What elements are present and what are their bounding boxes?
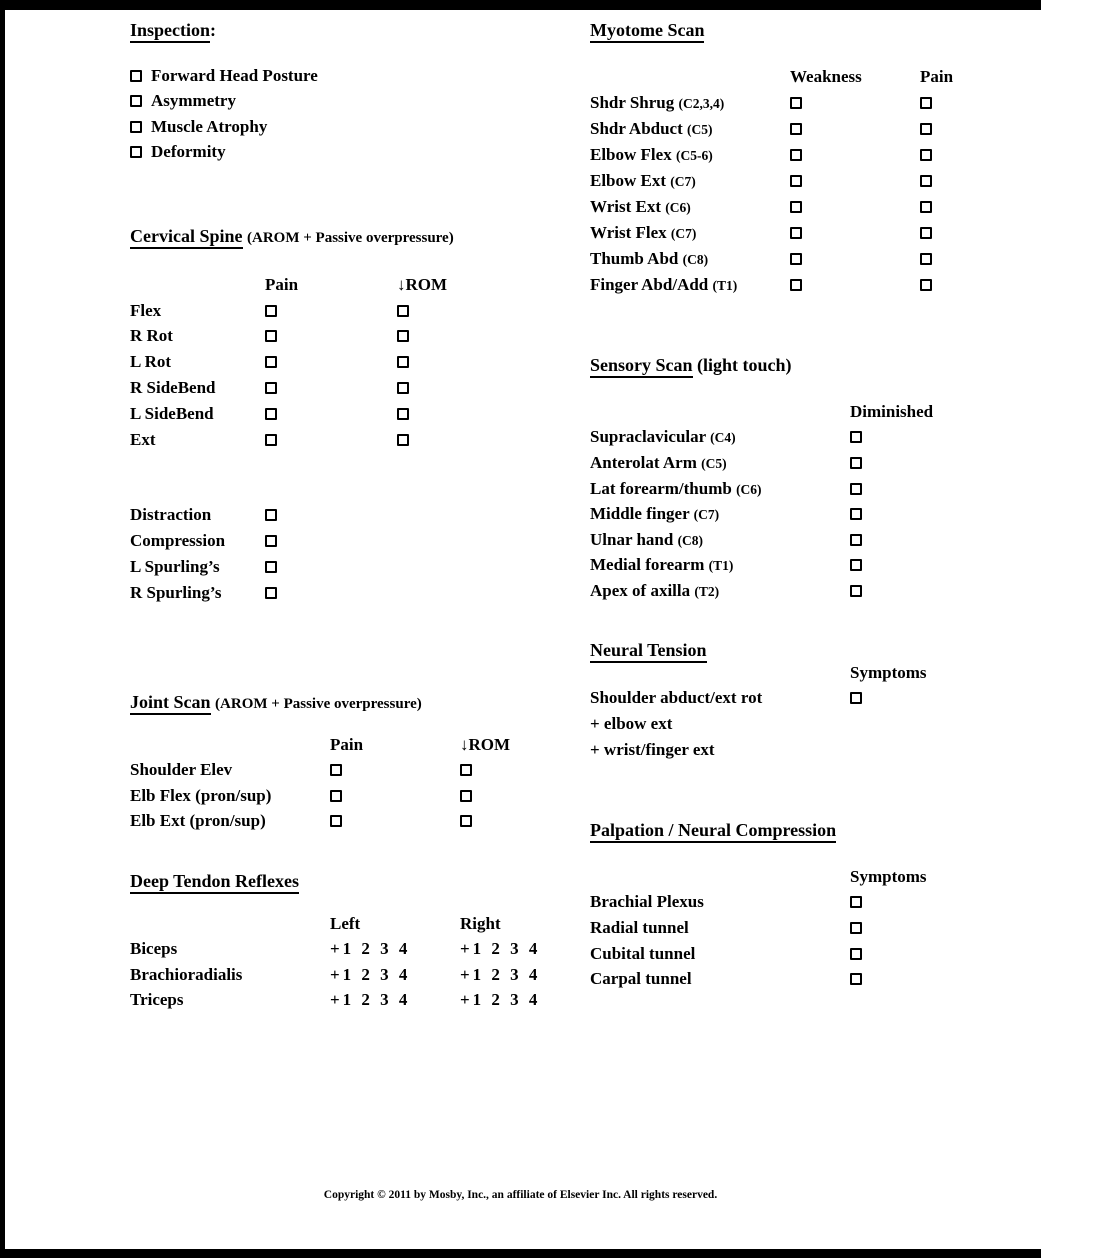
nerve-level-label: (C8)	[677, 532, 704, 548]
table-row	[590, 194, 953, 220]
section-title-suffix: :	[210, 20, 217, 40]
checkbox[interactable]	[920, 97, 932, 109]
cervical-spine-table	[130, 272, 447, 453]
column-header: Right	[460, 913, 501, 933]
nerve-level-label: (C5-6)	[675, 148, 713, 163]
checkbox[interactable]	[790, 175, 802, 187]
checkbox[interactable]	[460, 815, 472, 827]
column-header: ↓ROM	[460, 734, 511, 754]
table-row	[590, 272, 953, 298]
checkbox[interactable]	[130, 95, 142, 107]
table-row	[130, 988, 540, 1014]
table-row	[130, 324, 447, 350]
checkbox[interactable]	[265, 434, 277, 446]
table-row	[590, 476, 933, 502]
continuation-row	[590, 737, 927, 763]
checkbox[interactable]	[850, 534, 862, 546]
section-title-text: Myotome Scan	[590, 20, 704, 43]
nerve-level-label: (C5)	[687, 122, 713, 137]
checkbox[interactable]	[920, 227, 932, 239]
checkbox[interactable]	[397, 305, 409, 317]
checkbox[interactable]	[397, 434, 409, 446]
section-title-text: Inspection	[130, 20, 210, 43]
column-header: Symptoms	[850, 866, 927, 886]
row-label: Shdr Shrug (C2,3,4)	[590, 93, 725, 112]
table-row	[130, 298, 447, 324]
checkbox[interactable]	[130, 70, 142, 82]
checkbox[interactable]	[920, 253, 932, 265]
nerve-level-label: (C6)	[665, 200, 691, 215]
section-subtitle: (AROM + Passive overpressure)	[247, 230, 454, 246]
row-label: Shoulder Elev	[130, 760, 233, 780]
checkbox[interactable]	[460, 790, 472, 802]
row-label: Medial forearm (T1)	[590, 555, 734, 575]
row-label: Elb Flex (pron/sup)	[130, 785, 272, 805]
row-label: Deformity	[151, 142, 226, 162]
checkbox[interactable]	[265, 330, 277, 342]
table-row	[590, 686, 927, 712]
checkbox[interactable]	[790, 123, 802, 135]
table-header-row	[590, 660, 927, 686]
table-row	[590, 90, 953, 116]
table-row	[590, 425, 933, 451]
nerve-level-label: (T2)	[694, 583, 720, 599]
row-label: L Spurling’s	[130, 557, 220, 576]
table-row	[590, 168, 953, 194]
checkbox[interactable]	[850, 508, 862, 520]
checkbox[interactable]	[850, 922, 862, 934]
checkbox[interactable]	[850, 585, 862, 597]
table-row	[590, 220, 953, 246]
table-row	[590, 116, 953, 142]
table-header-row	[130, 732, 510, 758]
checkbox[interactable]	[330, 764, 342, 776]
checkbox[interactable]	[790, 149, 802, 161]
row-label: L Rot	[130, 352, 172, 372]
table-row	[590, 246, 953, 272]
checkbox[interactable]	[850, 973, 862, 985]
section-title-text: Palpation / Neural Compression	[590, 820, 836, 843]
section-title-sensory-scan	[590, 355, 792, 376]
table-header-row	[590, 864, 927, 890]
scan-edge-bottom	[0, 1249, 1041, 1258]
nerve-level-label: (C7)	[693, 507, 720, 523]
joint-scan-table	[130, 732, 510, 834]
row-label: Anterolat Arm (C5)	[590, 452, 727, 472]
list-item	[130, 117, 318, 142]
table-row	[590, 450, 933, 476]
table-row	[590, 553, 933, 579]
section-title-palpation	[590, 820, 836, 841]
table-row	[590, 890, 927, 916]
checkbox[interactable]	[265, 305, 277, 317]
neural-tension-table	[590, 660, 927, 762]
row-label: Elb Ext (pron/sup)	[130, 811, 266, 831]
cervical-special-tests	[130, 502, 277, 606]
table-row	[130, 349, 447, 375]
reflex-grade-scale: +1 2 3 4	[460, 939, 541, 959]
row-label: Ulnar hand (C8)	[590, 529, 704, 549]
reflex-grade-scale: +1 2 3 4	[330, 990, 411, 1010]
checkbox[interactable]	[265, 535, 277, 547]
section-title-text: Neural Tension	[590, 640, 707, 663]
table-row	[130, 528, 277, 554]
row-label: Forward Head Posture	[151, 66, 318, 85]
nerve-level-label: (C8)	[682, 252, 709, 267]
nerve-level-label: (C6)	[736, 481, 762, 497]
checkbox[interactable]	[850, 483, 862, 495]
checkbox[interactable]	[790, 227, 802, 239]
table-row	[590, 501, 933, 527]
table-row	[130, 427, 447, 453]
row-label: Biceps	[130, 939, 178, 959]
checkbox[interactable]	[330, 815, 342, 827]
checkbox[interactable]	[920, 175, 932, 187]
row-label: Flex	[130, 300, 162, 320]
scan-edge-left	[0, 0, 5, 1258]
section-title-text: Joint Scan	[130, 692, 211, 715]
table-header-row	[130, 272, 447, 298]
nerve-level-label: (C7)	[670, 226, 697, 241]
row-label: Wrist Flex (C7)	[590, 223, 697, 242]
row-label: R Spurling’s	[130, 583, 222, 602]
checkbox[interactable]	[850, 457, 862, 469]
sensory-scan-table	[590, 399, 933, 604]
column-header: Symptoms	[850, 662, 927, 682]
row-label: L SideBend	[130, 403, 214, 423]
table-row	[590, 941, 927, 967]
nerve-level-label: (C5)	[701, 455, 727, 471]
row-label: Brachial Plexus	[590, 892, 704, 912]
inspection-checklist	[130, 66, 318, 168]
row-label: Asymmetry	[151, 91, 236, 111]
row-label: Distraction	[130, 505, 212, 524]
reflex-grade-scale: +1 2 3 4	[460, 990, 541, 1010]
checkbox[interactable]	[850, 431, 862, 443]
checkbox[interactable]	[130, 121, 142, 133]
checkbox[interactable]	[460, 764, 472, 776]
row-label: Muscle Atrophy	[151, 116, 268, 136]
continuation-row	[590, 711, 927, 737]
row-label: R SideBend	[130, 378, 216, 398]
column-header: Pain	[920, 67, 954, 86]
checkbox[interactable]	[265, 382, 277, 394]
table-row	[130, 758, 510, 784]
section-title-myotome-scan	[590, 20, 704, 41]
reflex-grade-scale: +1 2 3 4	[330, 939, 411, 959]
checkbox[interactable]	[790, 97, 802, 109]
checkbox[interactable]	[265, 561, 277, 573]
checkbox[interactable]	[920, 201, 932, 213]
palpation-table	[590, 864, 927, 992]
row-label: Thumb Abd (C8)	[590, 249, 709, 268]
list-item	[130, 142, 318, 167]
row-label: Elbow Ext (C7)	[590, 171, 696, 190]
table-row	[130, 375, 447, 401]
row-label: Wrist Ext (C6)	[590, 197, 691, 216]
row-label: + elbow ext	[590, 713, 673, 733]
checkbox[interactable]	[790, 253, 802, 265]
checkbox[interactable]	[790, 279, 802, 291]
checkbox[interactable]	[397, 408, 409, 420]
nerve-level-label: (T1)	[708, 558, 734, 574]
table-row	[590, 966, 927, 992]
table-row	[590, 527, 933, 553]
checkbox[interactable]	[265, 408, 277, 420]
row-label: Shdr Abduct (C5)	[590, 119, 713, 138]
reflex-grade-scale: +1 2 3 4	[460, 964, 541, 984]
row-label: Apex of axilla (T2)	[590, 580, 720, 600]
nerve-level-label: (T1)	[712, 278, 738, 293]
section-subtitle: (AROM + Passive overpressure)	[215, 696, 422, 712]
checkbox[interactable]	[850, 948, 862, 960]
section-title-joint-scan	[130, 692, 422, 713]
row-label: Triceps	[130, 990, 184, 1010]
table-row	[130, 783, 510, 809]
checkbox[interactable]	[265, 587, 277, 599]
table-header-row	[590, 399, 933, 425]
column-header: Pain	[265, 274, 299, 294]
nerve-level-label: (C2,3,4)	[678, 96, 725, 111]
column-header: Pain	[330, 734, 364, 754]
nerve-level-label: (C7)	[670, 174, 696, 189]
section-subtitle: (light touch)	[697, 355, 792, 375]
row-label: R Rot	[130, 326, 173, 346]
checkbox[interactable]	[397, 356, 409, 368]
table-header-row	[590, 64, 953, 90]
table-row	[130, 554, 277, 580]
row-label: Cubital tunnel	[590, 943, 696, 963]
table-row	[130, 502, 277, 528]
column-header: ↓ROM	[397, 274, 448, 294]
row-label: Finger Abd/Add (T1)	[590, 275, 738, 294]
section-title-text: Cervical Spine	[130, 226, 243, 249]
row-label: Ext	[130, 429, 156, 449]
checkbox[interactable]	[850, 559, 862, 571]
copyright-footer: Copyright © 2011 by Mosby, Inc., an affiliate of Elsevier Inc. All rights reserved.	[323, 1189, 718, 1201]
table-row	[130, 937, 540, 963]
checkbox[interactable]	[920, 279, 932, 291]
checkbox[interactable]	[397, 330, 409, 342]
list-item	[130, 91, 318, 116]
column-header: Diminished	[850, 401, 934, 421]
section-title-text: Sensory Scan	[590, 355, 693, 378]
row-label: Supraclavicular (C4)	[590, 427, 736, 447]
row-label: Shoulder abduct/ext rot	[590, 688, 763, 708]
myotome-scan-table	[590, 64, 953, 298]
row-label: + wrist/finger ext	[590, 739, 715, 759]
checkbox[interactable]	[920, 123, 932, 135]
checkbox[interactable]	[397, 382, 409, 394]
reflex-grade-scale: +1 2 3 4	[330, 964, 411, 984]
table-row	[130, 580, 277, 606]
row-label: Middle finger (C7)	[590, 504, 720, 524]
checkbox[interactable]	[265, 356, 277, 368]
checkbox[interactable]	[330, 790, 342, 802]
checkbox[interactable]	[850, 896, 862, 908]
row-label: Lat forearm/thumb (C6)	[590, 478, 762, 498]
nerve-level-label: (C4)	[710, 430, 736, 446]
checkbox[interactable]	[265, 509, 277, 521]
table-row	[590, 142, 953, 168]
row-label: Radial tunnel	[590, 917, 689, 937]
checkbox[interactable]	[920, 149, 932, 161]
table-row	[590, 578, 933, 604]
row-label: Carpal tunnel	[590, 969, 692, 989]
table-row	[130, 809, 510, 835]
checkbox[interactable]	[850, 692, 862, 704]
scan-edge-top	[0, 0, 1041, 10]
table-row	[590, 915, 927, 941]
column-header: Weakness	[790, 67, 862, 86]
column-header: Left	[330, 913, 361, 933]
table-row	[130, 401, 447, 427]
deep-tendon-reflexes-table	[130, 911, 540, 1013]
table-row	[130, 962, 540, 988]
section-title-deep-tendon-reflexes	[130, 871, 299, 892]
checkbox[interactable]	[130, 146, 142, 158]
table-header-row	[130, 911, 540, 937]
row-label: Compression	[130, 531, 226, 550]
section-title-inspection	[130, 20, 216, 41]
section-title-neural-tension	[590, 640, 707, 661]
row-label: Elbow Flex (C5-6)	[590, 145, 713, 164]
checkbox[interactable]	[790, 201, 802, 213]
section-title-cervical-spine	[130, 226, 454, 247]
list-item	[130, 66, 318, 91]
section-title-text: Deep Tendon Reflexes	[130, 871, 299, 894]
row-label: Brachioradialis	[130, 964, 243, 984]
